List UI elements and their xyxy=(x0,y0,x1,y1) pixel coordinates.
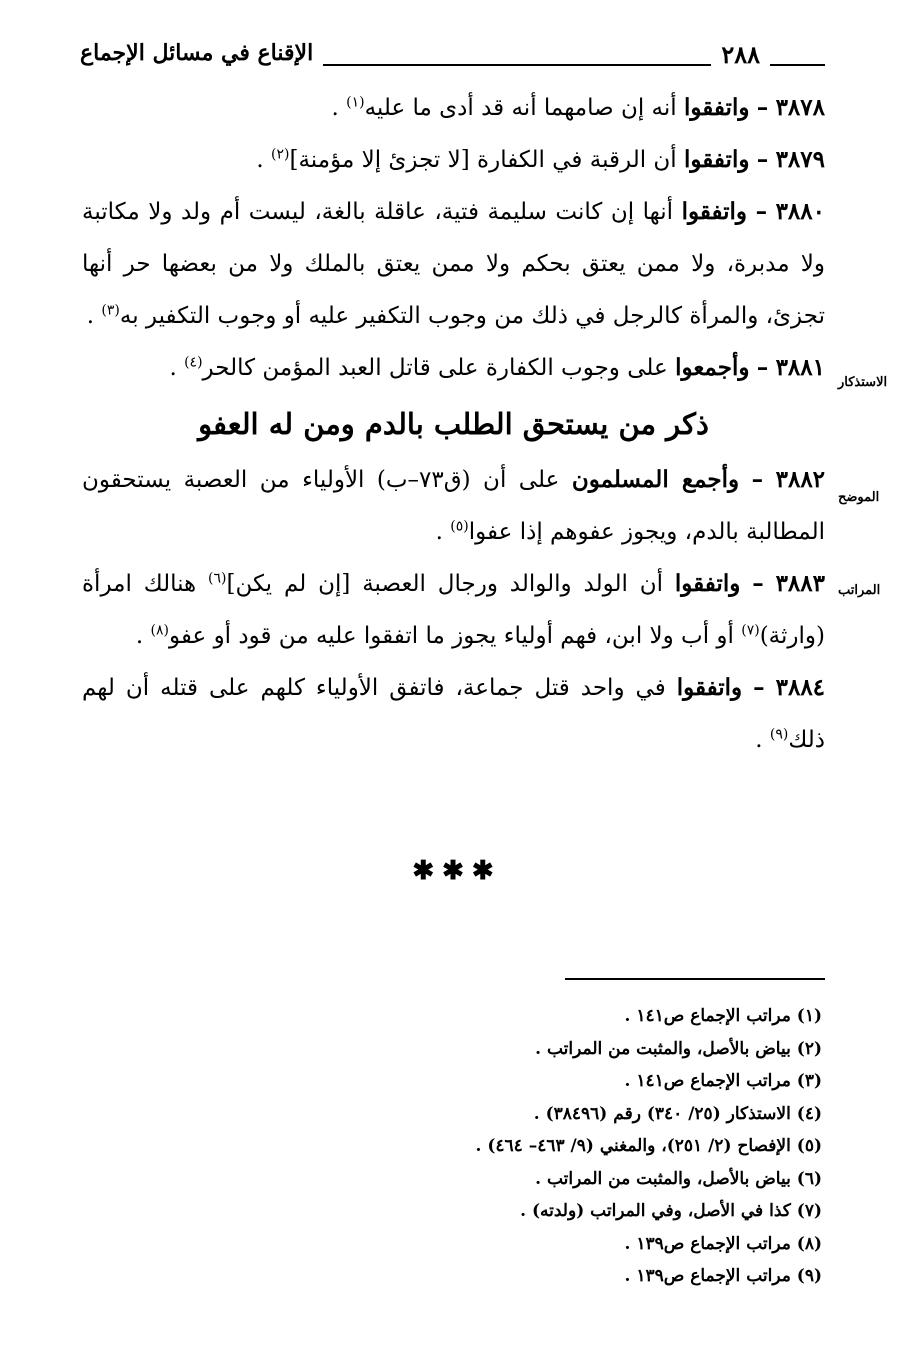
footnote-1: (١) مراتب الإجماع ص١٤١ . xyxy=(624,1006,822,1026)
footnote-ref[interactable]: (٤) xyxy=(184,354,203,371)
footnote-7: (٧) كذا في الأصل، وفي المراتب (ولدته) . xyxy=(520,1201,822,1221)
entry-3881: ٣٨٨١ – وأجمعوا على وجوب الكفارة على قاتل العبد المؤمن كالحر$^{(٤)}$ . xyxy=(169,354,825,381)
entry-3883: ٣٨٨٣ – واتفقوا أن الولد والوالد ورجال العصبة [إن لم يكن]$^{(٦)}$ هنالك امرأة (وارثة)$^{(٧)}$ أو أب ولا ابن، فهم أولياء يجوز ما اتفقوا عليه من قود أو عفو$^{(٨)}$ . xyxy=(82,570,825,649)
footnote-ref[interactable]: (٢) xyxy=(271,146,290,163)
entry-3884: ٣٨٨٤ – واتفقوا في واحد قتل جماعة، فاتفق الأولياء كلهم على قتله أن لهم ذلك$^{(٩)}$ . xyxy=(82,674,826,753)
footnote-8: (٨) مراتب الإجماع ص١٣٩ . xyxy=(624,1233,822,1254)
side-label-maratib: المراتب xyxy=(838,583,881,598)
footnote-ref[interactable]: (٥) xyxy=(450,518,469,535)
section-heading: ذكر من يستحق الطلب بالدم ومن له العفو xyxy=(198,407,709,441)
footnote-ref[interactable]: (٦) xyxy=(208,570,227,587)
footnote-ref[interactable]: (٧) xyxy=(741,622,760,639)
side-label-istidhkar: الاستذكار xyxy=(838,375,888,390)
footnote-3: (٣) مراتب الإجماع ص١٤١ . xyxy=(624,1071,822,1091)
page-header xyxy=(80,38,825,74)
section-ornament: ✱✱✱ xyxy=(412,856,502,886)
footnote-ref[interactable]: (١) xyxy=(346,94,365,111)
entry-3878: ٣٨٧٨ – واتفقوا أنه إن صامهما أنه قد أدى ما عليه$^{(١)}$ . xyxy=(331,94,825,121)
footnote-6: (٦) بياض بالأصل، والمثبت من المراتب . xyxy=(535,1168,822,1189)
entry-3880: ٣٨٨٠ – واتفقوا أنها إن كانت سليمة فتية، عاقلة بالغة، ليست أم ولد ولا مكاتبة ولا مدبرة، ولا ممن يعتق بحكم ولا ممن يعتق بالملك ولا من بعضها حر أنها تجزئ، والمرأة كالرجل في ذلك من وجوب التكفير عليه أو وجوب التكفير به$^{(٣)}$ . xyxy=(82,198,825,329)
footnotes xyxy=(302,1000,822,1293)
entry-3882: ٣٨٨٢ – وأجمع المسلمون على أن (ق٧٣–ب) الأولياء من العصبة يستحقون المطالبة بالدم، ويجوز عفوهم إذا عفوا$^{(٥)}$ . xyxy=(82,466,826,545)
footnote-9: (٩) مراتب الإجماع ص١٣٩ . xyxy=(624,1266,822,1286)
footnote-ref[interactable]: (٩) xyxy=(769,726,789,743)
footnote-2: (٢) بياض بالأصل، والمثبت من المراتب . xyxy=(535,1038,822,1059)
footnote-ref[interactable]: (٨) xyxy=(150,622,170,639)
footnote-ref[interactable]: (٣) xyxy=(101,302,120,319)
footnote-rule xyxy=(565,978,825,980)
entry-3879: ٣٨٧٩ – واتفقوا أن الرقبة في الكفارة [لا تجزئ إلا مؤمنة]$^{(٢)}$ . xyxy=(256,146,825,173)
main-text xyxy=(82,82,825,766)
footnote-5: (٥) الإفصاح (٢/ ٢٥١)، والمغني (٩/ ٤٦٣– ٤٦٤) . xyxy=(475,1136,822,1156)
page-number: ٢٨٨ xyxy=(711,40,770,69)
book-title: الإقناع في مسائل الإجماع xyxy=(80,40,323,66)
side-label-mudih: الموضح xyxy=(838,490,880,505)
footnote-4: (٤) الاستذكار (٢٥/ ٣٤٠) رقم (٣٨٤٩٦) . xyxy=(533,1103,822,1124)
